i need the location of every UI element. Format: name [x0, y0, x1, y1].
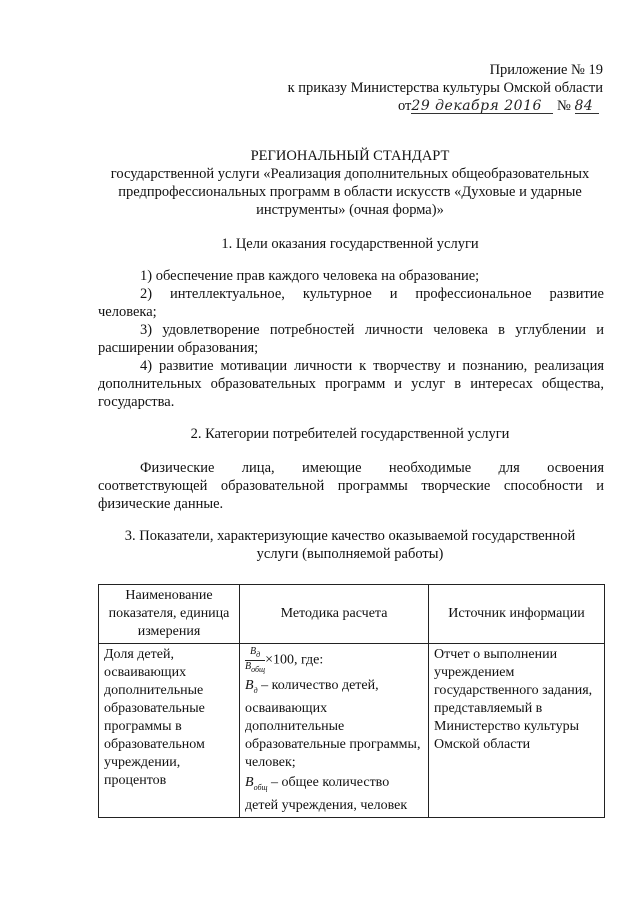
goal-item-3-line-2: расширении образования; [98, 340, 259, 356]
goal-item-4-line-2: дополнительных образовательных программ и услуг в интересах общества, [98, 376, 604, 392]
fraction-denominator: B [245, 661, 252, 672]
table-row [99, 644, 605, 818]
definition-1-symbol: B [245, 678, 254, 693]
definition-2-text: – общее количество детей учреждения, человек [245, 774, 408, 813]
section-2-heading: 2. Категории потребителей государственной услуги [190, 426, 510, 442]
indicator-name-line: программы в [104, 719, 182, 734]
consumers-line-1: Физические лица, имеющие необходимые для освоения [140, 460, 604, 476]
definition-1-subscript: д [253, 685, 258, 695]
goal-item-3-line-1: 3) удовлетворение потребностей личности человека в углублении и [140, 322, 604, 338]
goal-item-1: 1) обеспечение прав каждого человека на образование; [140, 268, 480, 284]
indicator-name-line: учреждении, [104, 755, 181, 770]
indicator-name-line: образовательные [104, 701, 205, 716]
indicator-name-cell [99, 644, 240, 818]
header-information-source: Источник информации [429, 585, 605, 644]
formula-fraction [245, 646, 265, 675]
fraction-denominator-subscript: общ [251, 665, 266, 674]
indicator-name-line: дополнительные [104, 683, 204, 698]
section-3-heading-line-1: 3. Показатели, характеризующие качество оказываемой государственной [124, 528, 576, 544]
indicator-name-line: образовательном [104, 737, 205, 752]
goal-item-2-line-2: человека; [98, 304, 157, 320]
handwritten-order-number: 84 [575, 99, 599, 114]
definition-2 [245, 774, 423, 815]
order-date-line [398, 98, 599, 115]
table-header-row [99, 585, 605, 644]
definition-2-symbol: B [245, 774, 254, 790]
definition-1-text: – количество детей, осваивающих дополнительные образовательные программы, человек; [245, 678, 421, 770]
indicator-name-line: процентов [104, 773, 167, 788]
from-label: от [398, 98, 412, 114]
title-line-3: инструменты» (очная форма)» [256, 202, 444, 218]
header-calculation-method: Методика расчета [240, 585, 429, 644]
order-reference: к приказу Министерства культуры Омской области [287, 80, 603, 96]
quality-indicators-table [98, 584, 605, 818]
formula [245, 646, 423, 675]
definition-2-subscript: общ [253, 782, 268, 792]
indicator-name-line: осваивающих [104, 665, 187, 680]
information-source-cell: Отчет о выполнении учреждением государственного задания, представляемый в Министерство культуры Омской области [429, 644, 605, 818]
section-3-heading-line-2: услуги (выполняемой работы) [256, 546, 444, 562]
header-indicator-name: Наименование показателя, единица измерения [99, 585, 240, 644]
indicator-name-line: Доля детей, [104, 647, 174, 662]
goal-item-2-line-1: 2) интеллектуальное, культурное и профессиональное развитие [140, 286, 604, 302]
document-heading: РЕГИОНАЛЬНЫЙ СТАНДАРТ [250, 148, 450, 164]
definition-1 [245, 677, 423, 772]
goal-item-4-line-1: 4) развитие мотивации личности к творчеству и познанию, реализация [140, 358, 604, 374]
consumers-line-2: соответствующей образовательной программы творческие способности и [98, 478, 604, 494]
calculation-method-cell [240, 644, 429, 818]
section-1-heading: 1. Цели оказания государственной услуги [221, 236, 479, 252]
goal-item-4-line-3: государства. [98, 394, 175, 410]
consumers-line-3: физические данные. [98, 496, 224, 512]
fraction-numerator: B [249, 646, 257, 657]
title-line-1: государственной услуги «Реализация дополнительных общеобразовательных [110, 166, 590, 182]
title-line-2: предпрофессиональных программ в области искусств «Духовые и ударные [118, 184, 582, 200]
appendix-number: Приложение № 19 [489, 62, 603, 78]
number-label: № [557, 98, 571, 114]
fraction-numerator-subscript: д [256, 650, 261, 659]
formula-tail: ×100, где: [265, 652, 324, 668]
handwritten-date: 29 декабря 2016 [411, 99, 553, 114]
